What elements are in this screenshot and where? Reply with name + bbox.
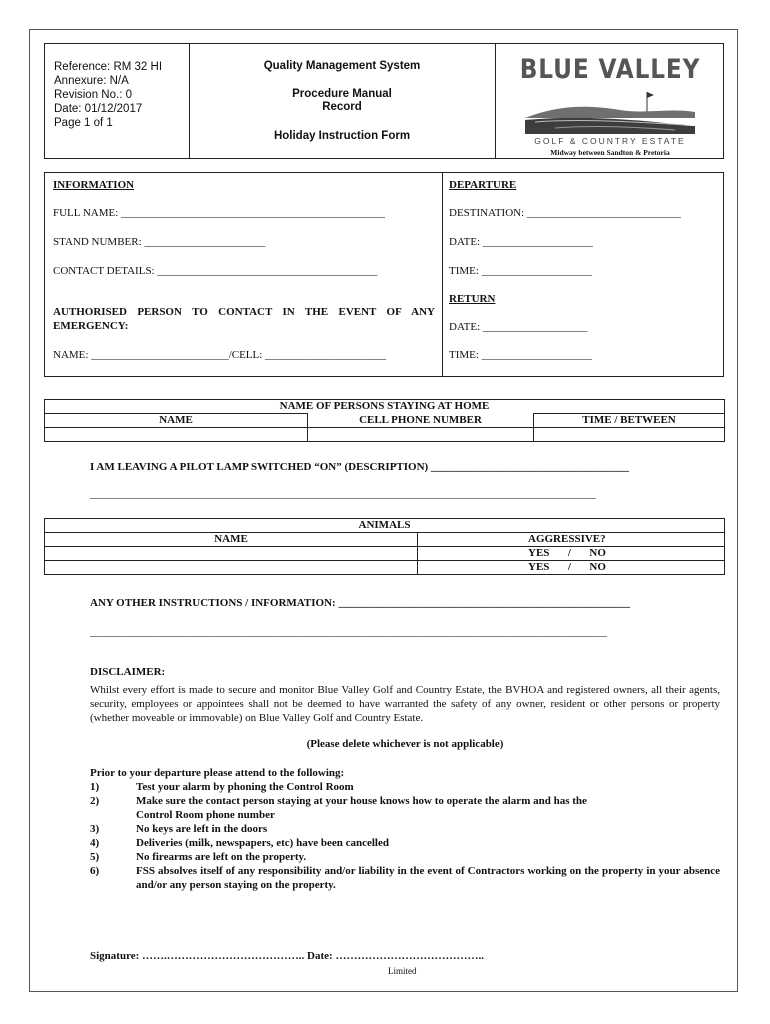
revision-number: Revision No.: 0 — [54, 89, 132, 101]
document-header — [44, 43, 724, 159]
emergency-name-cell-field[interactable]: NAME: _________________________/CELL: ______________________ — [53, 349, 387, 361]
persons-staying-table — [44, 399, 725, 442]
checklist-item: 1) Test your alarm by phoning the Control Room — [90, 781, 354, 793]
checklist-heading: Prior to your departure please attend to the following: — [90, 767, 345, 779]
departure-time-field[interactable]: TIME: ____________________ — [449, 265, 592, 277]
animals-col-name: NAME — [45, 533, 418, 547]
aggressive-choice[interactable] — [418, 561, 725, 575]
other-instructions-field[interactable]: ANY OTHER INSTRUCTIONS / INFORMATION: _____________________________________________________ — [90, 597, 630, 609]
reference: Reference: RM 32 HI — [54, 61, 163, 73]
departure-heading: DEPARTURE — [449, 179, 517, 191]
blue-valley-logo — [495, 44, 725, 160]
annexure: Annexure: N/A — [54, 75, 129, 87]
footer-text: Limited — [388, 966, 417, 976]
signature-date-line[interactable]: Signature: …….……………………………….. Date: ………………………………….. — [90, 950, 484, 962]
person-time-cell[interactable] — [534, 428, 725, 442]
pilot-lamp-field[interactable]: I AM LEAVING A PILOT LAMP SWITCHED “ON” (DESCRIPTION) ____________________________________ — [90, 461, 629, 473]
animals-table-title: ANIMALS — [45, 519, 725, 533]
golf-landscape-icon — [525, 88, 695, 134]
checklist-item: 2) Make sure the contact person staying at your house knows how to operate the alarm and has the Control Room phone number — [90, 795, 587, 821]
document-date: Date: 01/12/2017 — [54, 103, 143, 115]
checklist-item: 4) Deliveries (milk, newspapers, etc) have been cancelled — [90, 837, 389, 849]
persons-col-name: NAME — [45, 414, 308, 428]
disclaimer-heading: DISCLAIMER: — [90, 666, 166, 678]
no-option[interactable]: NO — [589, 547, 606, 559]
return-date-field[interactable]: DATE: ___________________ — [449, 321, 588, 333]
checklist-item: 3) No keys are left in the doors — [90, 823, 268, 835]
other-instructions-line[interactable]: ______________________________________________________________________________________________ — [90, 626, 607, 638]
qms-title: Quality Management System — [263, 60, 421, 72]
information-section — [44, 172, 724, 377]
person-phone-cell[interactable] — [308, 428, 534, 442]
information-heading: INFORMATION — [53, 179, 135, 191]
departure-date-field[interactable]: DATE: ____________________ — [449, 236, 593, 248]
animals-col-aggressive: AGGRESSIVE? — [418, 533, 725, 547]
yes-option[interactable]: YES — [528, 547, 550, 559]
full-name-field[interactable]: FULL NAME: ________________________________________________ — [53, 207, 386, 219]
reference-block — [54, 60, 162, 130]
persons-col-time: TIME / BETWEEN — [534, 414, 725, 428]
stand-number-field[interactable]: STAND NUMBER: ______________________ — [53, 236, 266, 248]
checklist-item: 5) No firearms are left on the property. — [90, 851, 307, 863]
checklist-item: 6) FSS absolves itself of any responsibility and/or liability in the event of Contractors working on the property in your absence and/or any person staying on the property. — [90, 865, 720, 891]
animal-name-cell[interactable] — [45, 547, 418, 561]
return-heading: RETURN — [449, 293, 496, 305]
delete-note: (Please delete whichever is not applicable) — [306, 738, 504, 750]
person-name-cell[interactable] — [45, 428, 308, 442]
persons-table-title: NAME OF PERSONS STAYING AT HOME — [45, 400, 725, 414]
animal-name-cell[interactable] — [45, 561, 418, 575]
animals-table — [44, 518, 725, 575]
pilot-lamp-line[interactable]: ____________________________________________________________________________________________ — [90, 488, 596, 500]
emergency-label: EMERGENCY: — [53, 320, 129, 332]
option-separator: / — [567, 561, 571, 573]
destination-field[interactable]: DESTINATION: ____________________________ — [449, 207, 681, 219]
page-number: Page 1 of 1 — [54, 117, 113, 129]
yes-option[interactable]: YES — [528, 561, 550, 573]
persons-col-cell: CELL PHONE NUMBER — [308, 414, 534, 428]
procedure-manual: Procedure Manual — [292, 88, 392, 100]
logo-tagline: Midway between Sandton & Pretoria — [550, 148, 670, 157]
no-option[interactable]: NO — [589, 561, 606, 573]
authorised-person-label: AUTHORISED PERSON TO CONTACT IN THE EVENT OF ANY — [53, 306, 435, 318]
form-title: Holiday Instruction Form — [273, 130, 411, 142]
logo-title: BLUE VALLEY — [519, 54, 701, 85]
record-label: Record — [322, 101, 362, 113]
return-time-field[interactable]: TIME: ____________________ — [449, 349, 592, 361]
departure-checklist — [90, 766, 720, 892]
disclaimer-text: Whilst every effort is made to secure and monitor Blue Valley Golf and Country Estate, the BVHOA and registered owners, all their agents, security, employees or appointees shall not be deemed to have warranted the safety of any owner, resident or other persons or property (whether moveable or immovable) on Blue Valley Golf and Country Estate. — [90, 684, 720, 724]
aggressive-choice[interactable] — [418, 547, 725, 561]
option-separator: / — [567, 547, 571, 559]
logo-subtitle: GOLF & COUNTRY ESTATE — [534, 136, 686, 146]
contact-details-field[interactable]: CONTACT DETAILS: ________________________________________ — [53, 265, 378, 277]
